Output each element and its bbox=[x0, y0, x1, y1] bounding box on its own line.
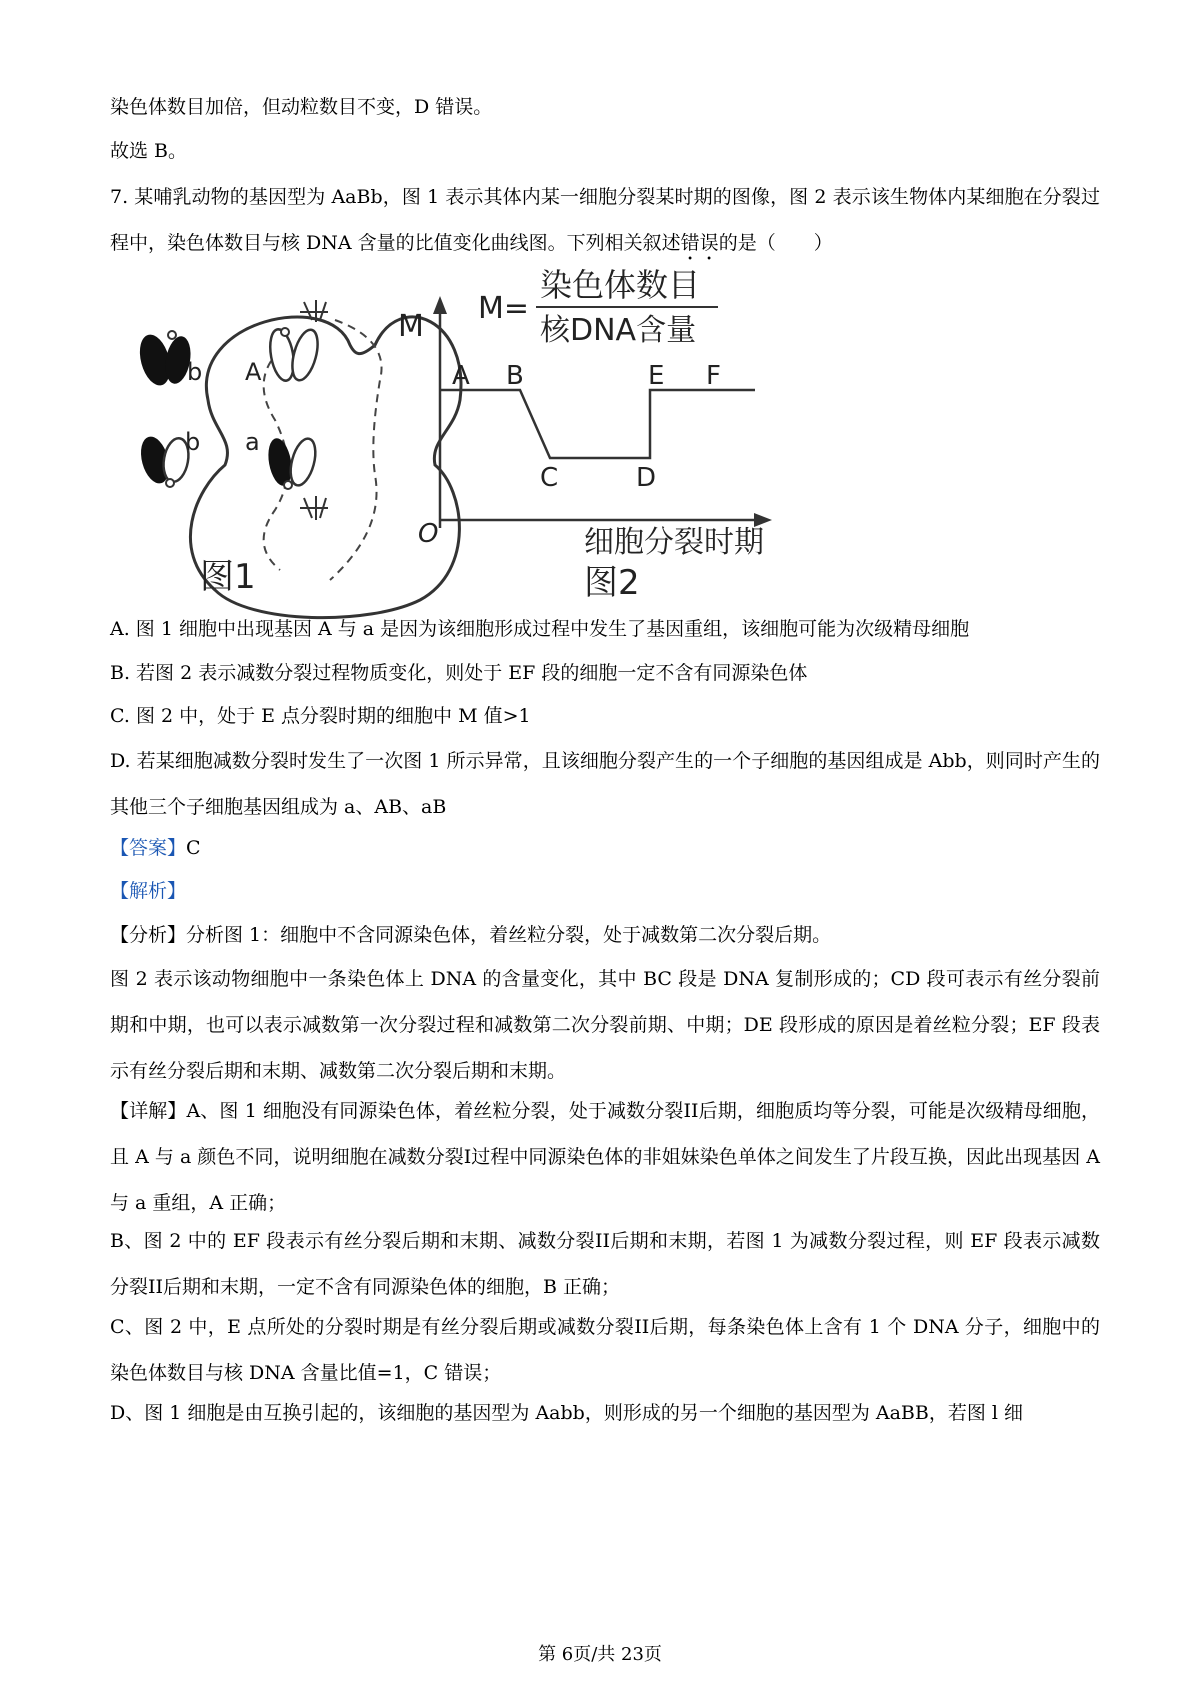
fenxi-text-1: 分析图 1：细胞中不含同源染色体，着丝粒分裂，处于减数第二次分裂后期。 bbox=[186, 924, 832, 946]
gene-label-b-top: b bbox=[187, 358, 203, 386]
chromosome-top-left bbox=[135, 331, 194, 389]
xiangjie-A-text: A、图 1 细胞没有同源染色体，着丝粒分裂，处于减数分裂II后期，细胞质均等分裂，可能是次级精母细胞，且 A 与 a 颜色不同，说明细胞在减数分裂I过程中同源染色体的非姐妹染色单体之间发生了片段互换，因此出现基因 A 与 a 重组，A 正确； bbox=[110, 1100, 1100, 1214]
fenxi-line bbox=[110, 912, 1100, 958]
chromosome-top-right bbox=[267, 327, 323, 383]
point-label-F: F bbox=[706, 361, 721, 391]
formula-denominator: 核DNA含量 bbox=[540, 313, 697, 348]
analysis-label: 【解析】 bbox=[110, 880, 187, 902]
figure-2-caption: 图2 bbox=[584, 563, 640, 603]
option-B: B. 若图 2 表示减数分裂过程物质变化，则处于 EF 段的细胞一定不含有同源染色体 bbox=[110, 662, 808, 684]
chromosome-bottom-left bbox=[136, 433, 191, 487]
point-label-B: B bbox=[506, 361, 524, 391]
option-D: D. 若某细胞减数分裂时发生了一次图 1 所示异常，且该细胞分裂产生的一个子细胞的基因组成是 Abb，则同时产生的其他三个子细胞基因组成为 a、AB、aB bbox=[110, 750, 1100, 818]
formula-M bbox=[478, 266, 718, 348]
formula-numerator: 染色体数目 bbox=[540, 266, 701, 304]
question-7-emphasis: 错误 bbox=[680, 232, 719, 254]
page-footer: 第 6页/共 23页 bbox=[538, 1644, 662, 1665]
answer-line bbox=[110, 825, 1100, 871]
option-C: C. 图 2 中，处于 E 点分裂时期的细胞中 M 值>1 bbox=[110, 705, 531, 727]
xiangjie-A bbox=[110, 1088, 1100, 1226]
gene-label-A-top: A bbox=[245, 358, 262, 386]
gene-label-a-bottom: a bbox=[245, 428, 260, 456]
origin-label: O bbox=[418, 519, 439, 549]
y-axis-label: M bbox=[398, 309, 424, 344]
fenxi-label: 【分析】 bbox=[110, 924, 187, 946]
question-7-stem bbox=[110, 174, 1100, 266]
figure-1-cell bbox=[135, 300, 461, 618]
figure-2-graph bbox=[398, 266, 772, 560]
answer-label: 【答案】 bbox=[110, 837, 187, 859]
option-A: A. 图 1 细胞中出现基因 A 与 a 是因为该细胞形成过程中发生了基因重组，该细胞可能为次级精母细胞 bbox=[110, 618, 970, 640]
spindle-right bbox=[330, 320, 382, 580]
text-line-2: 故选 B。 bbox=[110, 140, 188, 162]
centriole-bottom bbox=[300, 496, 328, 520]
point-label-A: A bbox=[452, 361, 470, 391]
gene-label-b-bottom: b bbox=[185, 428, 201, 456]
text-line-1: 染色体数目加倍，但动粒数目不变，D 错误。 bbox=[110, 96, 493, 118]
xiangjie-C: C、图 2 中，E 点所处的分裂时期是有丝分裂后期或减数分裂II后期，每条染色体上含有 1 个 DNA 分子，细胞中的染色体数目与核 DNA 含量比值=1，C 错误； bbox=[110, 1316, 1100, 1384]
xiangjie-label: 【详解】 bbox=[110, 1100, 187, 1122]
question-7-tail: 的是（ ） bbox=[718, 232, 833, 254]
point-label-D: D bbox=[636, 463, 657, 493]
xiangjie-D: D、图 1 细胞是由互换引起的，该细胞的基因型为 Aabb，则形成的另一个细胞的基因型为 AaBB，若图 l 细 bbox=[110, 1402, 1023, 1424]
question-7-text: 7. 某哺乳动物的基因型为 AaBb，图 1 表示其体内某一细胞分裂某时期的图像，图 2 表示该生物体内某细胞在分裂过程中，染色体数目与核 DNA 含量的比值变化曲线图。下列相关叙述 bbox=[110, 186, 1100, 254]
point-label-E: E bbox=[648, 361, 665, 391]
curve-line bbox=[440, 390, 755, 458]
x-axis-label: 细胞分裂时期 bbox=[584, 525, 764, 560]
chromosome-bottom-right bbox=[265, 436, 320, 489]
y-axis-arrow bbox=[433, 296, 447, 314]
figure-1-caption: 图1 bbox=[200, 557, 256, 597]
answer-value: C bbox=[186, 837, 201, 859]
fenxi-text-2: 图 2 表示该动物细胞中一条染色体上 DNA 的含量变化，其中 BC 段是 DNA 复制形成的；CD 段可表示有丝分裂前期和中期，也可以表示减数第一次分裂过程和减数第二次分裂前期、中期；DE 段形成的原因是着丝粒分裂；EF 段表示有丝分裂后期和末期、减数第二次分裂后期和末期。 bbox=[110, 968, 1100, 1082]
formula-lhs: M= bbox=[478, 291, 530, 326]
point-label-C: C bbox=[540, 463, 559, 493]
xiangjie-B: B、图 2 中的 EF 段表示有丝分裂后期和末期、减数分裂II后期和末期，若图 1 为减数分裂过程，则 EF 段表示减数分裂II后期和末期，一定不含有同源染色体的细胞，B 正确； bbox=[110, 1230, 1100, 1298]
analysis-heading bbox=[110, 868, 1100, 914]
